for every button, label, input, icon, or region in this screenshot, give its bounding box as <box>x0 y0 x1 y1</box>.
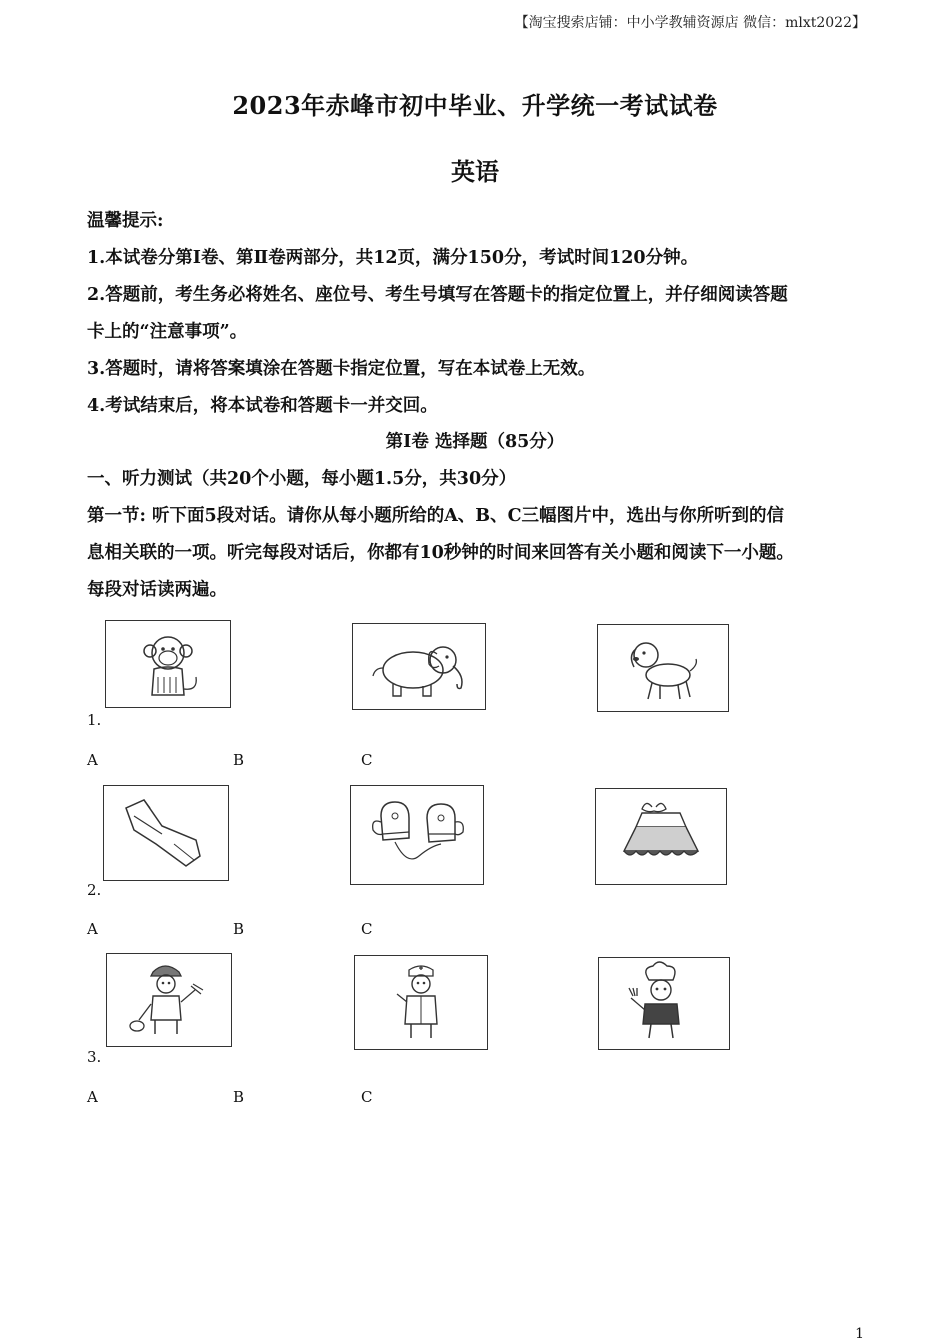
option-label: A <box>87 751 98 769</box>
skirt-picture <box>595 788 727 885</box>
question-number: 2. <box>87 881 102 899</box>
trousers-picture <box>103 785 229 881</box>
cook-picture <box>598 957 730 1050</box>
question-number: 1. <box>87 711 102 729</box>
listening-heading: 一、听力测试（共20个小题，每小题1.5分，共30分） <box>87 469 517 489</box>
tip-item-2-line-1: 2.答题前，考生务必将姓名、座位号、考生号填写在答题卡的指定位置上，并仔细阅读答题 <box>87 285 788 305</box>
option-label: C <box>361 920 373 938</box>
tip-item-4: 4.考试结束后，将本试卷和答题卡一并交回。 <box>87 396 438 416</box>
option-label: A <box>87 920 98 938</box>
tip-item-2-line-2: 卡上的“注意事项”。 <box>87 322 248 342</box>
page-number: 1 <box>855 1326 864 1342</box>
option-label: A <box>87 1088 98 1106</box>
doctor-icon <box>355 956 487 1049</box>
elephant-icon <box>353 624 485 709</box>
skirt-icon <box>596 789 726 884</box>
option-label: C <box>361 751 373 769</box>
mittens-icon <box>351 786 483 884</box>
exam-title: 2023年赤峰市初中毕业、升学统一考试试卷 <box>232 91 718 120</box>
option-label: B <box>233 751 245 769</box>
section1-line-3: 每段对话读两遍。 <box>87 580 227 600</box>
header-note: 【淘宝搜索店铺：中小学教辅资源店 微信：mlxt2022】 <box>514 15 866 31</box>
question-number: 3. <box>87 1048 102 1066</box>
tip-item-3: 3.答题时，请将答案填涂在答题卡指定位置，写在本试卷上无效。 <box>87 359 596 379</box>
dog-picture <box>597 624 729 712</box>
firefighter-picture <box>106 953 232 1047</box>
option-label: C <box>361 1088 373 1106</box>
section1-line-1: 第一节: 听下面5段对话。请你从每小题所给的A、B、C三幅图片中，选出与你所听到的信 <box>87 506 785 526</box>
monkey-icon <box>106 621 230 707</box>
tips-heading: 温馨提示: <box>87 211 164 231</box>
firefighter-icon <box>107 954 231 1046</box>
section1-line-2: 息相关联的一项。听完每段对话后，你都有10秒钟的时间来回答有关小题和阅读下一小题。 <box>87 543 794 563</box>
elephant-picture <box>352 623 486 710</box>
monkey-picture <box>105 620 231 708</box>
option-label: B <box>233 1088 245 1106</box>
subject-title: 英语 <box>451 157 499 186</box>
tip-item-1: 1.本试卷分第Ⅰ卷、第Ⅱ卷两部分，共12页，满分150分，考试时间120分钟。 <box>87 248 699 268</box>
mittens-picture <box>350 785 484 885</box>
doctor-picture <box>354 955 488 1050</box>
cook-icon <box>599 958 729 1049</box>
trousers-icon <box>104 786 228 880</box>
option-label: B <box>233 920 245 938</box>
dog-icon <box>598 625 728 711</box>
part1-title: 第Ⅰ卷 选择题（85分） <box>385 432 565 452</box>
